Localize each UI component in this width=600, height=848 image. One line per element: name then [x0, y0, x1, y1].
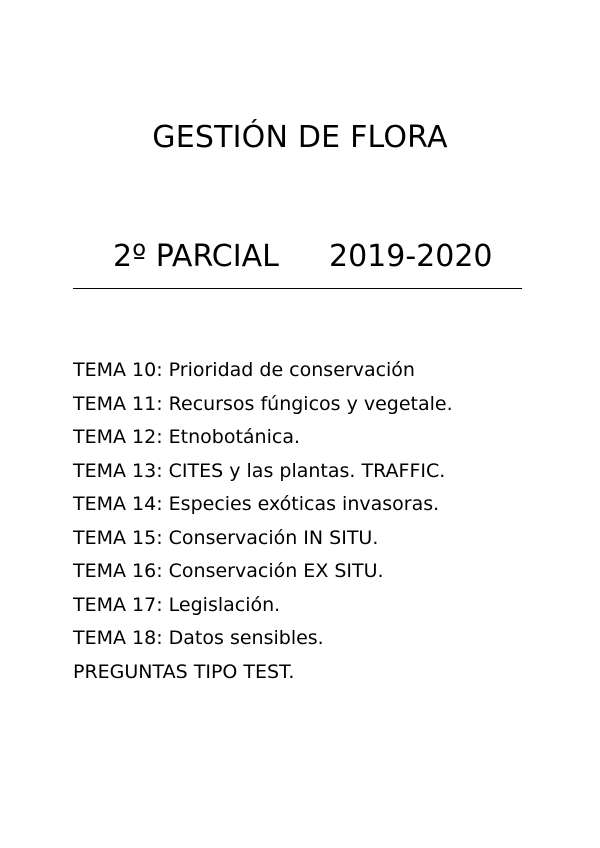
topic-item-17: TEMA 17: Legislación. [73, 593, 281, 616]
topic-item-test: PREGUNTAS TIPO TEST. [73, 660, 295, 683]
topic-item-14: TEMA 14: Especies exóticas invasoras. [73, 493, 440, 515]
topic-item-15: TEMA 15: Conservación IN SITU. [73, 526, 379, 549]
topic-item-12: TEMA 12: Etnobotánica. [73, 426, 301, 448]
topic-item-11: TEMA 11: Recursos fúngicos y vegetale. [73, 392, 453, 415]
topic-item-10: TEMA 10: Prioridad de conservación [73, 359, 415, 381]
horizontal-rule [73, 288, 522, 289]
topic-item-13: TEMA 13: CITES y las plantas. TRAFFIC. [73, 459, 446, 482]
subtitle-row [0, 236, 600, 278]
topic-item-16: TEMA 16: Conservación EX SITU. [73, 560, 384, 582]
topic-list [73, 354, 573, 689]
subtitle-year: 2019-2020 [329, 239, 493, 274]
topic-item-18: TEMA 18: Datos sensibles. [73, 627, 324, 649]
document-title: GESTIÓN DE FLORA [152, 120, 448, 155]
subtitle-parcial: 2º PARCIAL [113, 239, 279, 274]
